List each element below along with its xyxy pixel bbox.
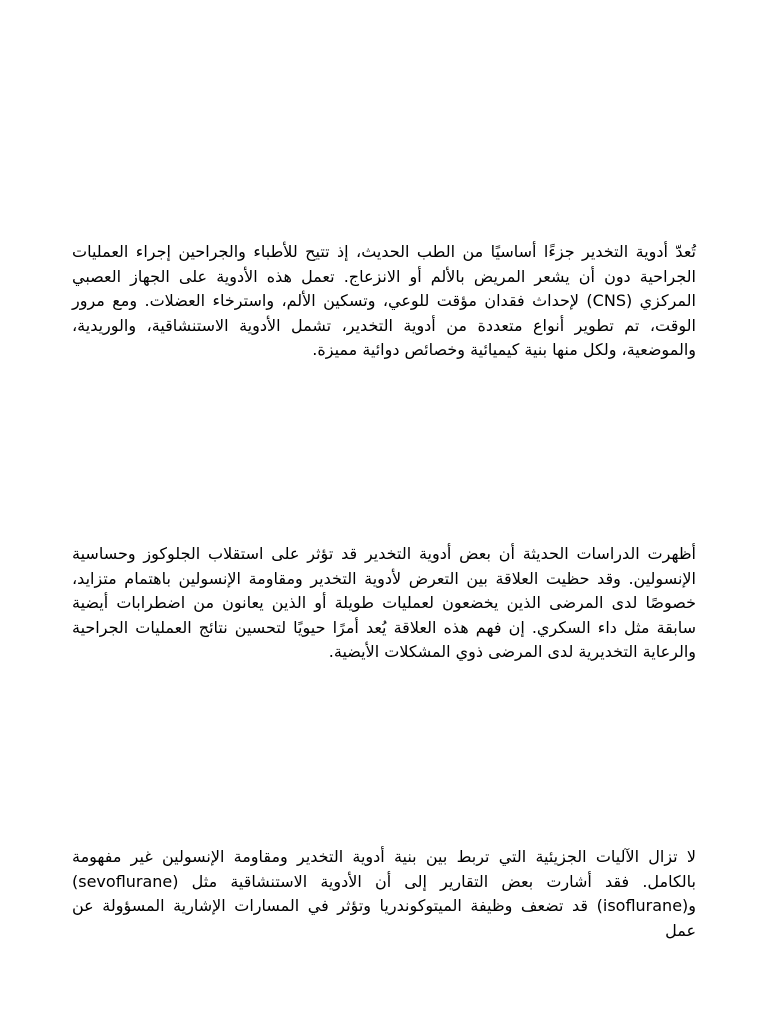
paragraph-molecular-mechanisms: لا تزال الآليات الجزيئية التي تربط بين بنية أدوية التخدير ومقاومة الإنسولين غير مفهومة بالكامل. فقد أشارت بعض التقارير إلى أن الأدوية الاستنشاقية مثل (sevoflurane) و(isoflurane) قد تضعف وظيفة الميتوكوندريا وتؤثر في المسارات الإشارية المسؤولة عن عمل — [72, 847, 696, 940]
paragraph-insulin-resistance: أظهرت الدراسات الحديثة أن بعض أدوية التخدير قد تؤثر على استقلاب الجلوكوز وحساسية الإنسولين. وقد حظيت العلاقة بين التعرض لأدوية التخدير ومقاومة الإنسولين باهتمام متزايد، خصوصًا لدى المرضى الذين يخضعون لعمليات طويلة أو الذين يعانون من اضطرابات أيضية سابقة مثل داء السكري. إن فهم هذه العلاقة يُعد أمرًا حيويًا لتحسين نتائج العمليات الجراحية والرعاية التخديرية لدى المرضى ذوي المشكلات الأيضية. — [72, 544, 696, 662]
paragraph-anesthesia-intro: تُعدّ أدوية التخدير جزءًا أساسيًا من الطب الحديث، إذ تتيح للأطباء والجراحين إجراء العمليات الجراحية دون أن يشعر المريض بالألم أو الانزعاج. تعمل هذه الأدوية على الجهاز العصبي المركزي (CNS) لإحداث فقدان مؤقت للوعي، وتسكين الألم، واسترخاء العضلات. ومع مرور الوقت، تم تطوير أنواع متعددة من أدوية التخدير، تشمل الأدوية الاستنشاقية، والوريدية، والموضعية، ولكل منها بنية كيميائية وخصائص دوائية مميزة. — [72, 242, 696, 360]
